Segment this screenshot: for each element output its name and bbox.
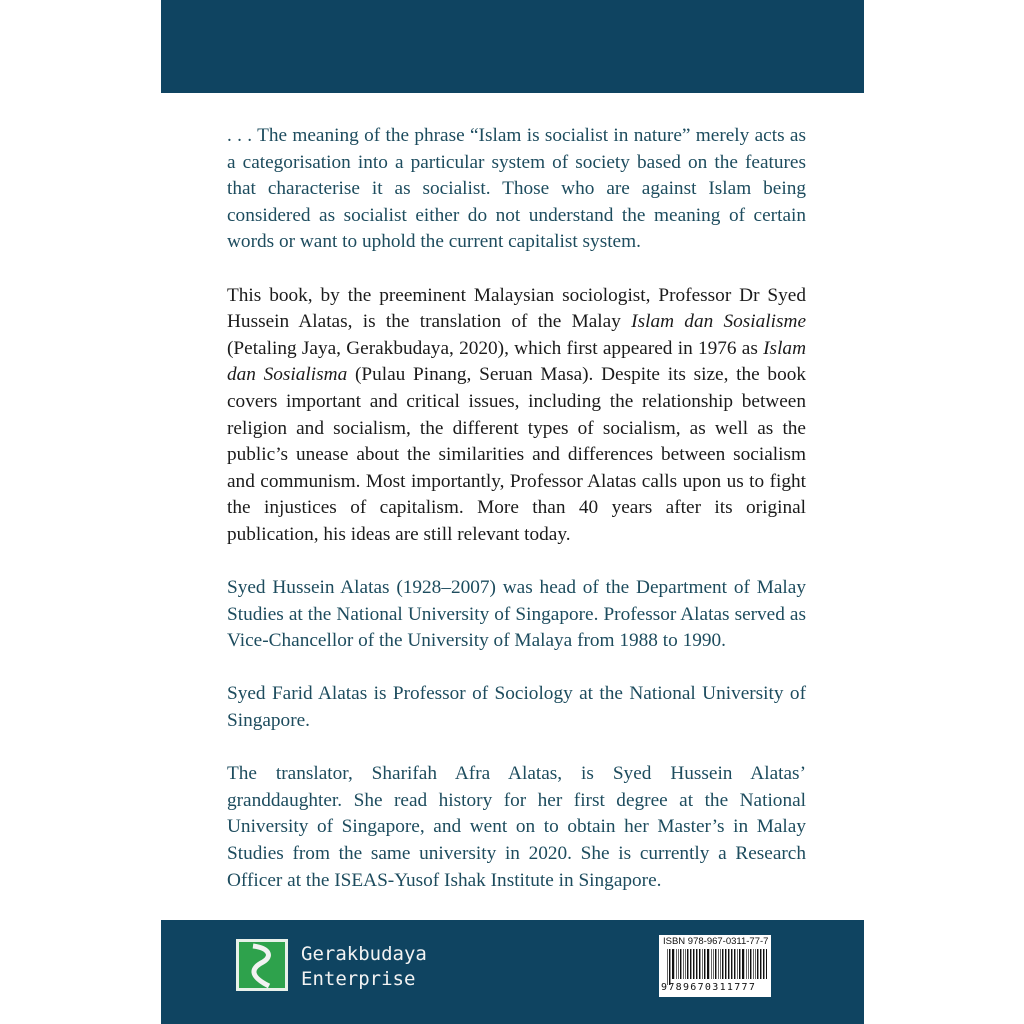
barcode-bar bbox=[718, 949, 719, 979]
barcode-bar bbox=[750, 949, 751, 979]
barcode-bar bbox=[667, 949, 668, 985]
isbn-barcode bbox=[659, 935, 771, 997]
barcode-bar bbox=[711, 949, 712, 979]
description-text: (Pulau Pinang, Seruan Masa). Despite its size, the book covers important and critical issues, including the relationship between religion and socialism, the different types of socialism, as well as the public’s unease about the similarities and differences between socialism and communism. Most importantly, Professor Alatas calls upon us to fight the injustices of capitalism. More than 40 years after its original publication, his ideas are still relevant today. bbox=[227, 364, 806, 545]
publisher-name bbox=[301, 942, 427, 992]
barcode-bar bbox=[763, 949, 764, 979]
barcode-bar bbox=[685, 949, 686, 979]
barcode-bar bbox=[737, 949, 738, 979]
title-italic: Islam dan Sosialisma bbox=[227, 337, 806, 386]
barcode-bar bbox=[746, 949, 747, 979]
description-text: (Petaling Jaya, Gerakbudaya, 2020), which first appeared in 1976 as bbox=[227, 337, 764, 359]
winding-road-logo-icon bbox=[236, 939, 288, 991]
ean-number: 9789670311777 bbox=[661, 982, 757, 993]
barcode-bar bbox=[696, 949, 697, 979]
barcode-bar bbox=[683, 949, 684, 979]
barcode-bar bbox=[704, 949, 705, 979]
barcode-bar bbox=[742, 949, 744, 979]
description-paragraph bbox=[227, 283, 806, 549]
barcode-bar bbox=[702, 949, 703, 979]
isbn-label: ISBN 978-967-0311-77-7 bbox=[663, 936, 769, 947]
publisher-line-2: Enterprise bbox=[301, 968, 416, 990]
barcode-bar bbox=[757, 949, 758, 979]
barcode-bar bbox=[739, 949, 740, 979]
description-text: This book, by the preeminent Malaysian sociologist, Professor Dr Syed Hussein Alatas, is the translation of the Malay bbox=[227, 284, 806, 333]
barcode-bar bbox=[699, 949, 700, 979]
barcode-bar bbox=[734, 949, 735, 979]
barcode-bar bbox=[713, 949, 714, 979]
barcode-bar bbox=[760, 949, 761, 979]
barcode-bars bbox=[667, 949, 767, 985]
barcode-bar bbox=[748, 949, 749, 979]
translator-bio: The translator, Sharifah Afra Alatas, is Syed Hussein Alatas’ granddaughter. She read history for her first degree at the National University of Singapore, and went on to obtain her Master’s in Malay Studies from the same university in 2020. She is currently a Research Officer at the ISEAS-Yusof Ishak Institute in Singapore. bbox=[227, 763, 806, 891]
cover-text bbox=[227, 123, 806, 921]
barcode-bar bbox=[687, 949, 688, 979]
author-bio: Syed Hussein Alatas (1928–2007) was head of the Department of Malay Studies at the National University of Singapore. Professor Alatas served as Vice-Chancellor of the University of Malaya from 1988 to 1990. bbox=[227, 577, 806, 652]
barcode-bar bbox=[755, 949, 756, 979]
publisher-line-1: Gerakbudaya bbox=[301, 943, 427, 965]
barcode-bar bbox=[693, 949, 694, 979]
barcode-bar bbox=[722, 949, 723, 979]
book-back-cover bbox=[161, 0, 864, 1024]
barcode-bar bbox=[728, 949, 729, 979]
bottom-band bbox=[161, 920, 864, 1024]
barcode-bar bbox=[753, 949, 754, 979]
barcode-bar bbox=[707, 949, 709, 979]
title-italic: Islam dan Sosialisme bbox=[631, 311, 807, 333]
barcode-bar bbox=[720, 949, 721, 979]
barcode-bar bbox=[715, 949, 716, 979]
top-band bbox=[161, 0, 864, 93]
barcode-bar bbox=[731, 949, 732, 979]
quote-paragraph: . . . The meaning of the phrase “Islam is socialist in nature” merely acts as a categorisation into a particular system of society based on the features that characterise it as socialist. Those who are against Islam being considered as socialist either do not understand the meaning of certain words or want to uphold the current capitalist system. bbox=[227, 125, 806, 253]
barcode-bar bbox=[680, 949, 681, 979]
barcode-bar bbox=[669, 949, 670, 985]
editor-bio: Syed Farid Alatas is Professor of Sociology at the National University of Singapore. bbox=[227, 683, 806, 732]
barcode-bar bbox=[725, 949, 726, 979]
barcode-bar bbox=[766, 949, 767, 979]
barcode-bar bbox=[678, 949, 679, 979]
barcode-bar bbox=[676, 949, 677, 979]
barcode-bar bbox=[672, 949, 674, 979]
barcode-bar bbox=[690, 949, 691, 979]
